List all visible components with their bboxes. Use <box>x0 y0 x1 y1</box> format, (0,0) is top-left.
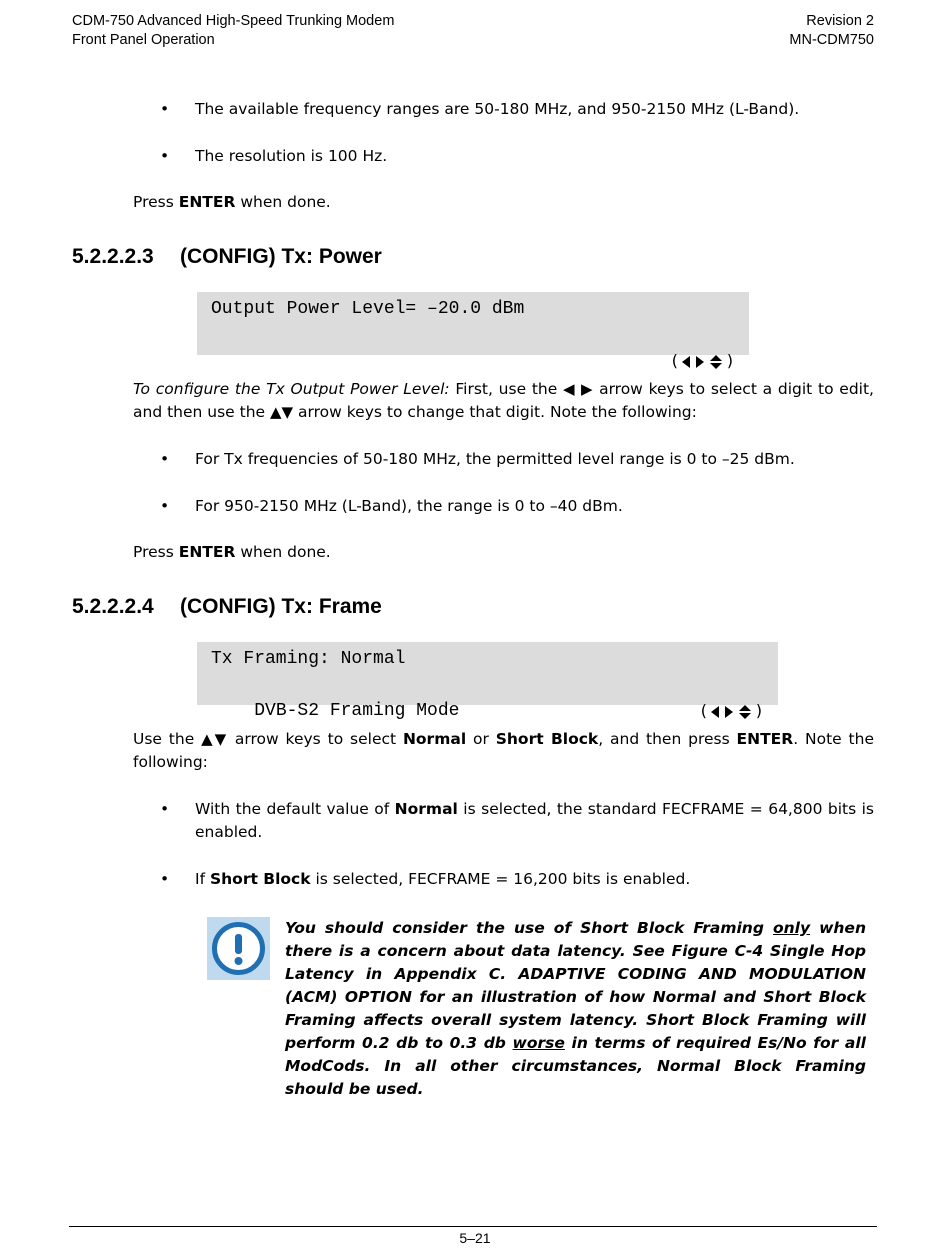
bullet-text-part: If <box>195 870 210 888</box>
section-number: 5.2.2.2.3 <box>72 245 154 268</box>
bullet-text <box>195 798 874 844</box>
instruction-text: First, use the <box>449 380 564 398</box>
enter-key-label: ENTER <box>736 730 794 748</box>
short-block-framing-note <box>285 917 866 1101</box>
instruction-text: Press <box>133 193 179 211</box>
instruction-text: arrow keys to change that digit. Note the following: <box>293 403 697 421</box>
lcd-line-2 <box>211 322 735 370</box>
lcd-line-1: Tx Framing: Normal <box>211 649 406 669</box>
bullet-text-part: With the default value of <box>195 800 395 818</box>
lcd-paren-open: ( <box>669 351 680 370</box>
header-revision: Revision 2 <box>806 13 874 29</box>
instruction-text: when done. <box>235 543 331 561</box>
left-arrow-icon <box>711 706 719 718</box>
section-title: (CONFIG) Tx: Power <box>180 245 382 268</box>
bullet-dot: • <box>160 450 170 468</box>
resolution-bullet <box>160 145 874 168</box>
lcd-line-1: Output Power Level= –20.0 dBm <box>211 299 525 319</box>
up-down-arrow-icon <box>710 355 722 369</box>
lcd-display-tx-power <box>197 292 749 370</box>
up-down-arrow-keys-icon: ▲▼ <box>270 403 294 421</box>
footer-rule <box>69 1226 877 1227</box>
option-normal: Normal <box>402 730 467 748</box>
instruction-text: arrow keys to select <box>228 730 403 748</box>
up-down-arrow-keys-icon: ▲▼ <box>201 730 229 748</box>
instruction-text: Press <box>133 543 179 561</box>
section-number: 5.2.2.2.4 <box>72 595 154 618</box>
press-enter-instruction <box>133 541 874 564</box>
note-emphasis-only: only <box>772 919 811 937</box>
enter-key-label: ENTER <box>178 193 236 211</box>
note-emphasis-worse: worse <box>512 1034 565 1052</box>
instruction-text: Use the <box>133 730 202 748</box>
bullet-dot: • <box>160 870 170 888</box>
up-down-arrow-icon <box>739 705 751 719</box>
left-right-arrow-keys-icon: ◀ ▶ <box>563 380 594 398</box>
lcd-paren-close: ) <box>754 701 764 720</box>
lcd-paren-close: ) <box>725 351 735 370</box>
power-range-bullet-low <box>160 448 874 471</box>
important-note-icon <box>207 917 270 980</box>
header-manual-number: MN-CDM750 <box>789 32 874 48</box>
normal-framing-bullet <box>160 798 874 844</box>
header-manual-title: CDM-750 Advanced High-Speed Trunking Modem <box>72 13 395 29</box>
note-text: when there is a concern about data latency. See Figure C-4 Single Hop Latency in Appendix C. ADAPTIVE CODING AND MODULATION (ACM) OPTION for an illustration of how Normal and Short Block Framing affects overall system latency. Short Block Framing will perform 0.2 db to 0.3 db <box>285 919 866 1052</box>
lcd-display-tx-frame <box>197 642 778 721</box>
bullet-dot: • <box>160 147 170 165</box>
short-block-bullet <box>160 868 874 891</box>
bullet-bold-term: Normal <box>394 800 458 818</box>
instruction-text: arrow keys to select a digit to edit, and then use the <box>133 380 874 421</box>
note-text: in terms of required Es/No for all ModCods. In all other circumstances, Normal Block Framing should be used. <box>285 1034 866 1098</box>
instruction-lead: To configure the Tx Output Power Level: <box>133 380 450 398</box>
instruction-text: . Note the following: <box>133 730 874 771</box>
page-header-right <box>789 12 874 50</box>
section-title: (CONFIG) Tx: Frame <box>180 595 382 618</box>
bullet-text: For 950-2150 MHz (L-Band), the range is 0 to –40 dBm. <box>195 497 623 515</box>
bullet-dot: • <box>160 497 170 515</box>
press-enter-instruction <box>133 191 874 214</box>
bullet-text: The available frequency ranges are 50-180 MHz, and 950-2150 MHz (L-Band). <box>195 100 800 118</box>
lcd-line-2-text: DVB-S2 Framing Mode <box>254 701 460 721</box>
bullet-text: For Tx frequencies of 50-180 MHz, the permitted level range is 0 to –25 dBm. <box>195 450 795 468</box>
bullet-text: The resolution is 100 Hz. <box>195 147 388 165</box>
page-number: 5–21 <box>459 1230 491 1246</box>
bullet-bold-term: Short Block <box>209 870 311 888</box>
instruction-text: or <box>466 730 496 748</box>
page-header-left <box>72 12 394 50</box>
option-short-block: Short Block <box>495 730 599 748</box>
instruction-text: , and then press <box>598 730 737 748</box>
bullet-dot: • <box>160 800 170 818</box>
section-heading-tx-power <box>72 245 382 269</box>
lcd-line-2 <box>211 672 764 721</box>
tx-power-instructions <box>133 378 874 424</box>
lcd-paren-open: ( <box>698 701 709 720</box>
right-arrow-icon <box>696 356 704 368</box>
frequency-range-bullet <box>160 98 874 121</box>
header-chapter-title: Front Panel Operation <box>72 32 215 48</box>
exclamation-circle-icon <box>207 917 270 980</box>
instruction-text: when done. <box>235 193 331 211</box>
bullet-text-part: is selected, the standard FECFRAME = 64,800 bits is enabled. <box>195 800 874 841</box>
bullet-dot: • <box>160 100 170 118</box>
tx-frame-instructions <box>133 728 874 774</box>
section-heading-tx-frame <box>72 595 382 619</box>
enter-key-label: ENTER <box>178 543 236 561</box>
note-text: You should consider the use of Short Block Framing <box>285 919 773 937</box>
bullet-text-part: is selected, FECFRAME = 16,200 bits is enabled. <box>310 870 691 888</box>
bullet-text <box>195 868 874 891</box>
left-arrow-icon <box>682 356 690 368</box>
right-arrow-icon <box>725 706 733 718</box>
power-range-bullet-lband <box>160 495 874 518</box>
